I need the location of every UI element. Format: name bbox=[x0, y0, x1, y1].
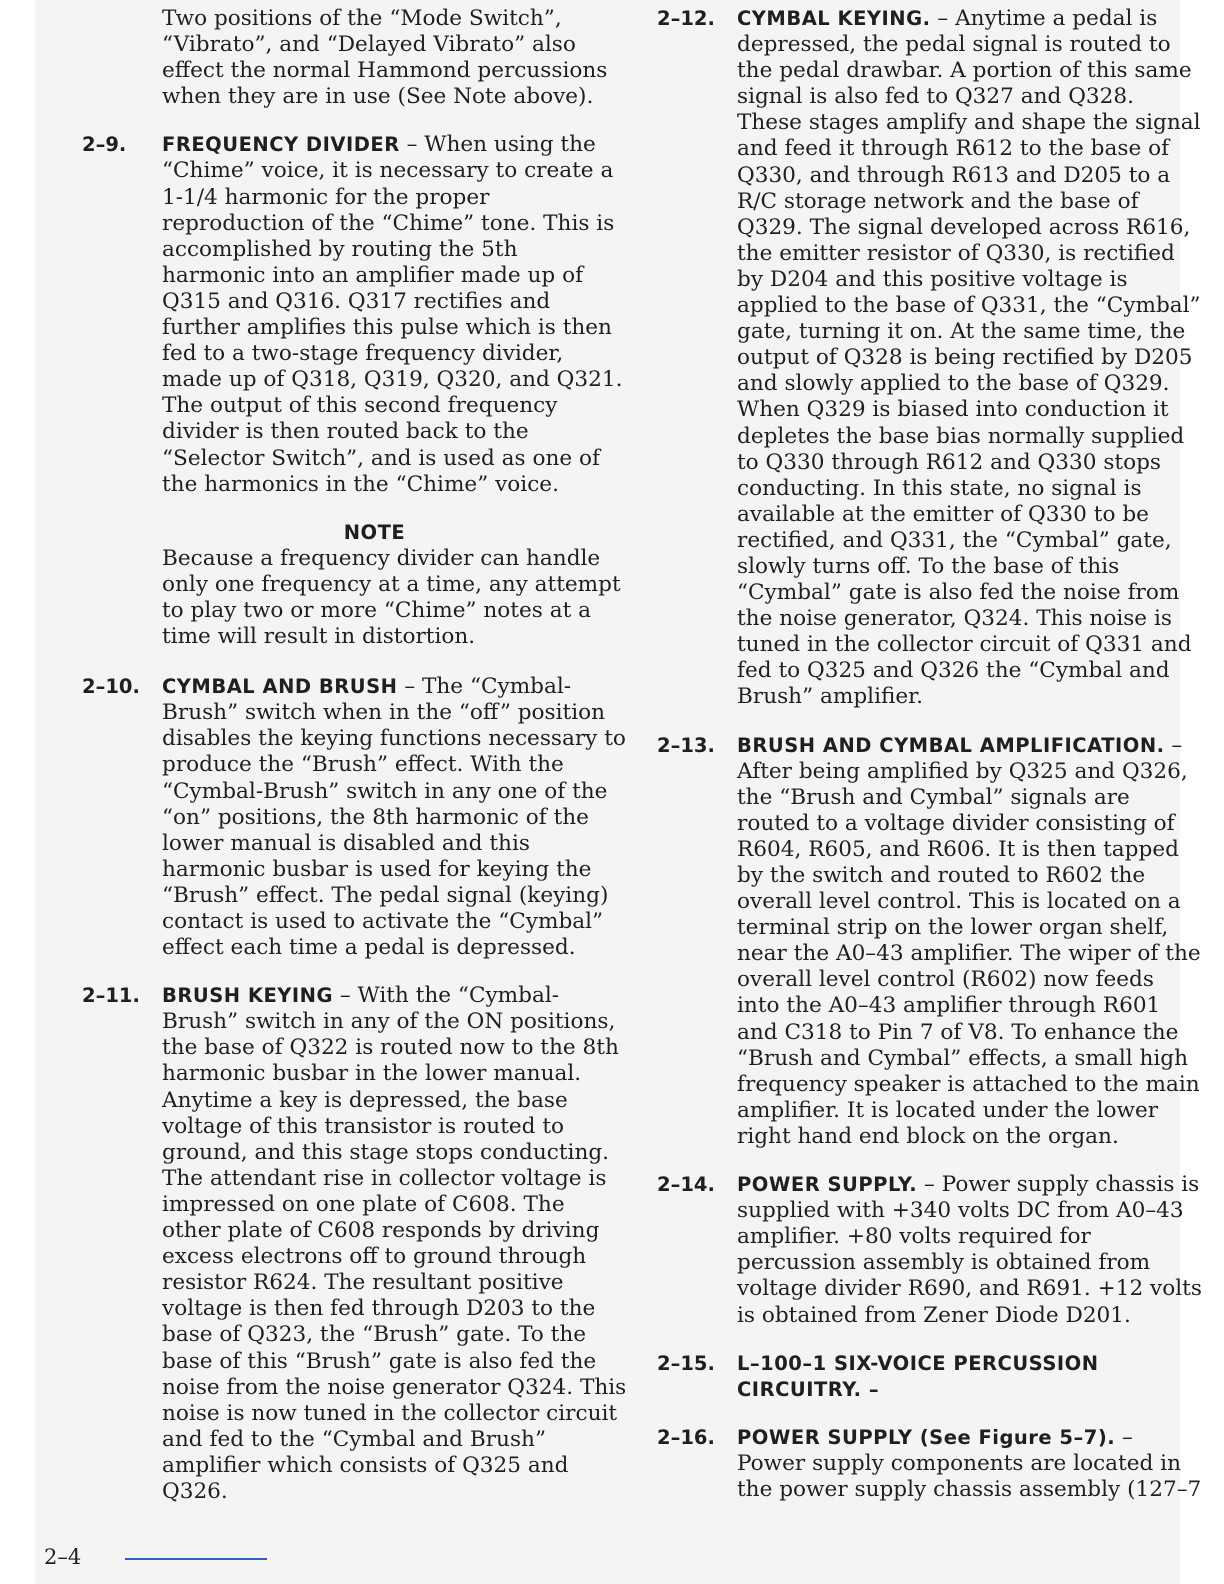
section-title: BRUSH AND CYMBAL AMPLIFICATION. bbox=[737, 733, 1165, 757]
intro-paragraph: Two positions of the “Mode Switch”, “Vibrato”, and “Delayed Vibrato” also effect the normal Hammond percussions when they are in use (See Note above). bbox=[162, 6, 608, 110]
section-body: – After being amplified by Q325 and Q326, the “Brush and Cymbal” signals are routed to a voltage divider consisting of R604, R605, and R606. It is then tapped by the switch and routed to R602 the overall level control. This is located on a terminal strip on the lower organ shelf, near the A0–43 amplifier. The wiper of the overall level control (R602) now feeds into the A0–43 amplifier through R601 and C318 to Pin 7 of V8. To enhance the “Brush and Cymbal” effects, a small high frequency speaker is attached to the main amplifier. It is located under the lower right hand end block on the organ. bbox=[737, 732, 1201, 1149]
section-title: CYMBAL AND BRUSH bbox=[162, 675, 398, 699]
section-title: POWER SUPPLY. bbox=[737, 1173, 918, 1197]
section-body: – Power supply chassis is supplied with +340 volts DC from A0–43 amplifier. +80 volts required for percussion assembly is obtained from voltage divider R690, and R691. +12 volts is obtained from Zener Diode D201. bbox=[737, 1172, 1202, 1328]
section-body: – The “Cymbal-Brush” switch when in the “off” position disables the keying functions necessary to produce the “Brush” effect. With the “Cymbal-Brush” switch in any one of the “on” positions, the 8th harmonic of the lower manual is disabled and this harmonic busbar is used for keying the “Brush” effect. The pedal signal (keying) contact is used to activate the “Cymbal” effect each time a pedal is depressed. bbox=[162, 674, 626, 961]
section-title: FREQUENCY DIVIDER bbox=[162, 133, 400, 157]
right-column bbox=[657, 6, 1202, 1525]
section-title: BRUSH KEYING bbox=[162, 984, 333, 1008]
section-number: 2–10. bbox=[82, 675, 140, 699]
section-number: 2–12. bbox=[657, 7, 715, 30]
note-heading: NOTE bbox=[343, 520, 406, 544]
section-2-10 bbox=[82, 674, 627, 961]
section-2-9 bbox=[82, 132, 627, 497]
document-page bbox=[35, 0, 1202, 1584]
section-body: – With the “Cymbal-Brush” switch in any of the ON positions, the base of Q322 is routed now to the 8th harmonic busbar in the lower manual. Anytime a key is depressed, the base voltage of this transistor is routed to ground, and this stage stops conducting. The attendant rise in collector voltage is impressed on one plate of C608. The other plate of C608 responds by driving excess electrons off to ground through resistor R624. The resultant positive voltage is then fed through D203 to the base of Q323, the “Brush” gate. To the base of this “Brush” gate is also fed the noise from the noise generator Q324. This noise is now tuned in the collector circuit and fed to the “Cymbal and Brush” amplifier which consists of Q325 and Q326. bbox=[162, 983, 627, 1504]
section-2-15 bbox=[657, 1351, 1202, 1403]
section-body: – Anytime a pedal is depressed, the pedal signal is routed to the pedal drawbar. A portion of this same signal is also fed to Q327 and Q328. These stages amplify and shape the signal and feed it through R612 to the base of Q330, and through R613 and D205 to a R/C storage network and the base of Q329. The signal developed across R616, the emitter resistor of Q330, is rectified by D204 and this positive voltage is applied to the base of Q331, the “Cymbal” gate, turning it on. At the same time, the output of Q328 is being rectified by D205 and slowly applied to the base of Q329. When Q329 is biased into conduction it depletes the base bias normally supplied to Q330 through R612 and Q330 stops conducting. In this state, no signal is available at the emitter of Q330 to be rectified, and Q331, the “Cymbal” gate, slowly turns off. To the base of this “Cymbal” gate is also fed the noise from the noise generator, Q324. This noise is tuned in the collector circuit of Q331 and fed to Q325 and Q326 the “Cymbal and Brush” amplifier. bbox=[737, 6, 1201, 710]
page-number: 2–4 bbox=[44, 1545, 82, 1569]
footer-link-rule bbox=[125, 1558, 267, 1560]
section-title: L–100–1 SIX-VOICE PERCUSSION CIRCUITRY. – bbox=[737, 1351, 1099, 1401]
left-column bbox=[82, 6, 627, 1527]
section-2-16 bbox=[657, 1425, 1202, 1503]
section-number: 2–14. bbox=[657, 1173, 715, 1197]
section-2-12 bbox=[657, 6, 1202, 711]
section-number: 2–13. bbox=[657, 733, 715, 757]
section-title: POWER SUPPLY (See Figure 5–7). bbox=[737, 1425, 1116, 1449]
section-body: – When using the “Chime” voice, it is necessary to create a 1-1/4 harmonic for the proper reproduction of the “Chime” tone. This is accomplished by routing the 5th harmonic into an amplifier made up of Q315 and Q316. Q317 rectifies and further amplifies this pulse which is then fed to a two-stage frequency divider, made up of Q318, Q319, Q320, and Q321. The output of this second frequency divider is then routed back to the “Selector Switch”, and is used as one of the harmonics in the “Chime” voice. bbox=[162, 132, 623, 497]
section-2-14 bbox=[657, 1172, 1202, 1329]
section-2-13 bbox=[657, 733, 1202, 1151]
section-number: 2–11. bbox=[82, 984, 140, 1008]
section-body: – Power supply components are located in the power supply chassis assembly (127–7 bbox=[737, 1424, 1202, 1502]
section-2-11 bbox=[82, 983, 627, 1505]
section-title: CYMBAL KEYING. bbox=[737, 7, 931, 30]
section-number: 2–9. bbox=[82, 133, 127, 157]
section-number: 2–16. bbox=[657, 1425, 715, 1449]
note-body: Because a frequency divider can handle only one frequency at a time, any attempt to play two or more “Chime” notes at a time will result in distortion. bbox=[162, 545, 621, 650]
section-number: 2–15. bbox=[657, 1351, 715, 1375]
